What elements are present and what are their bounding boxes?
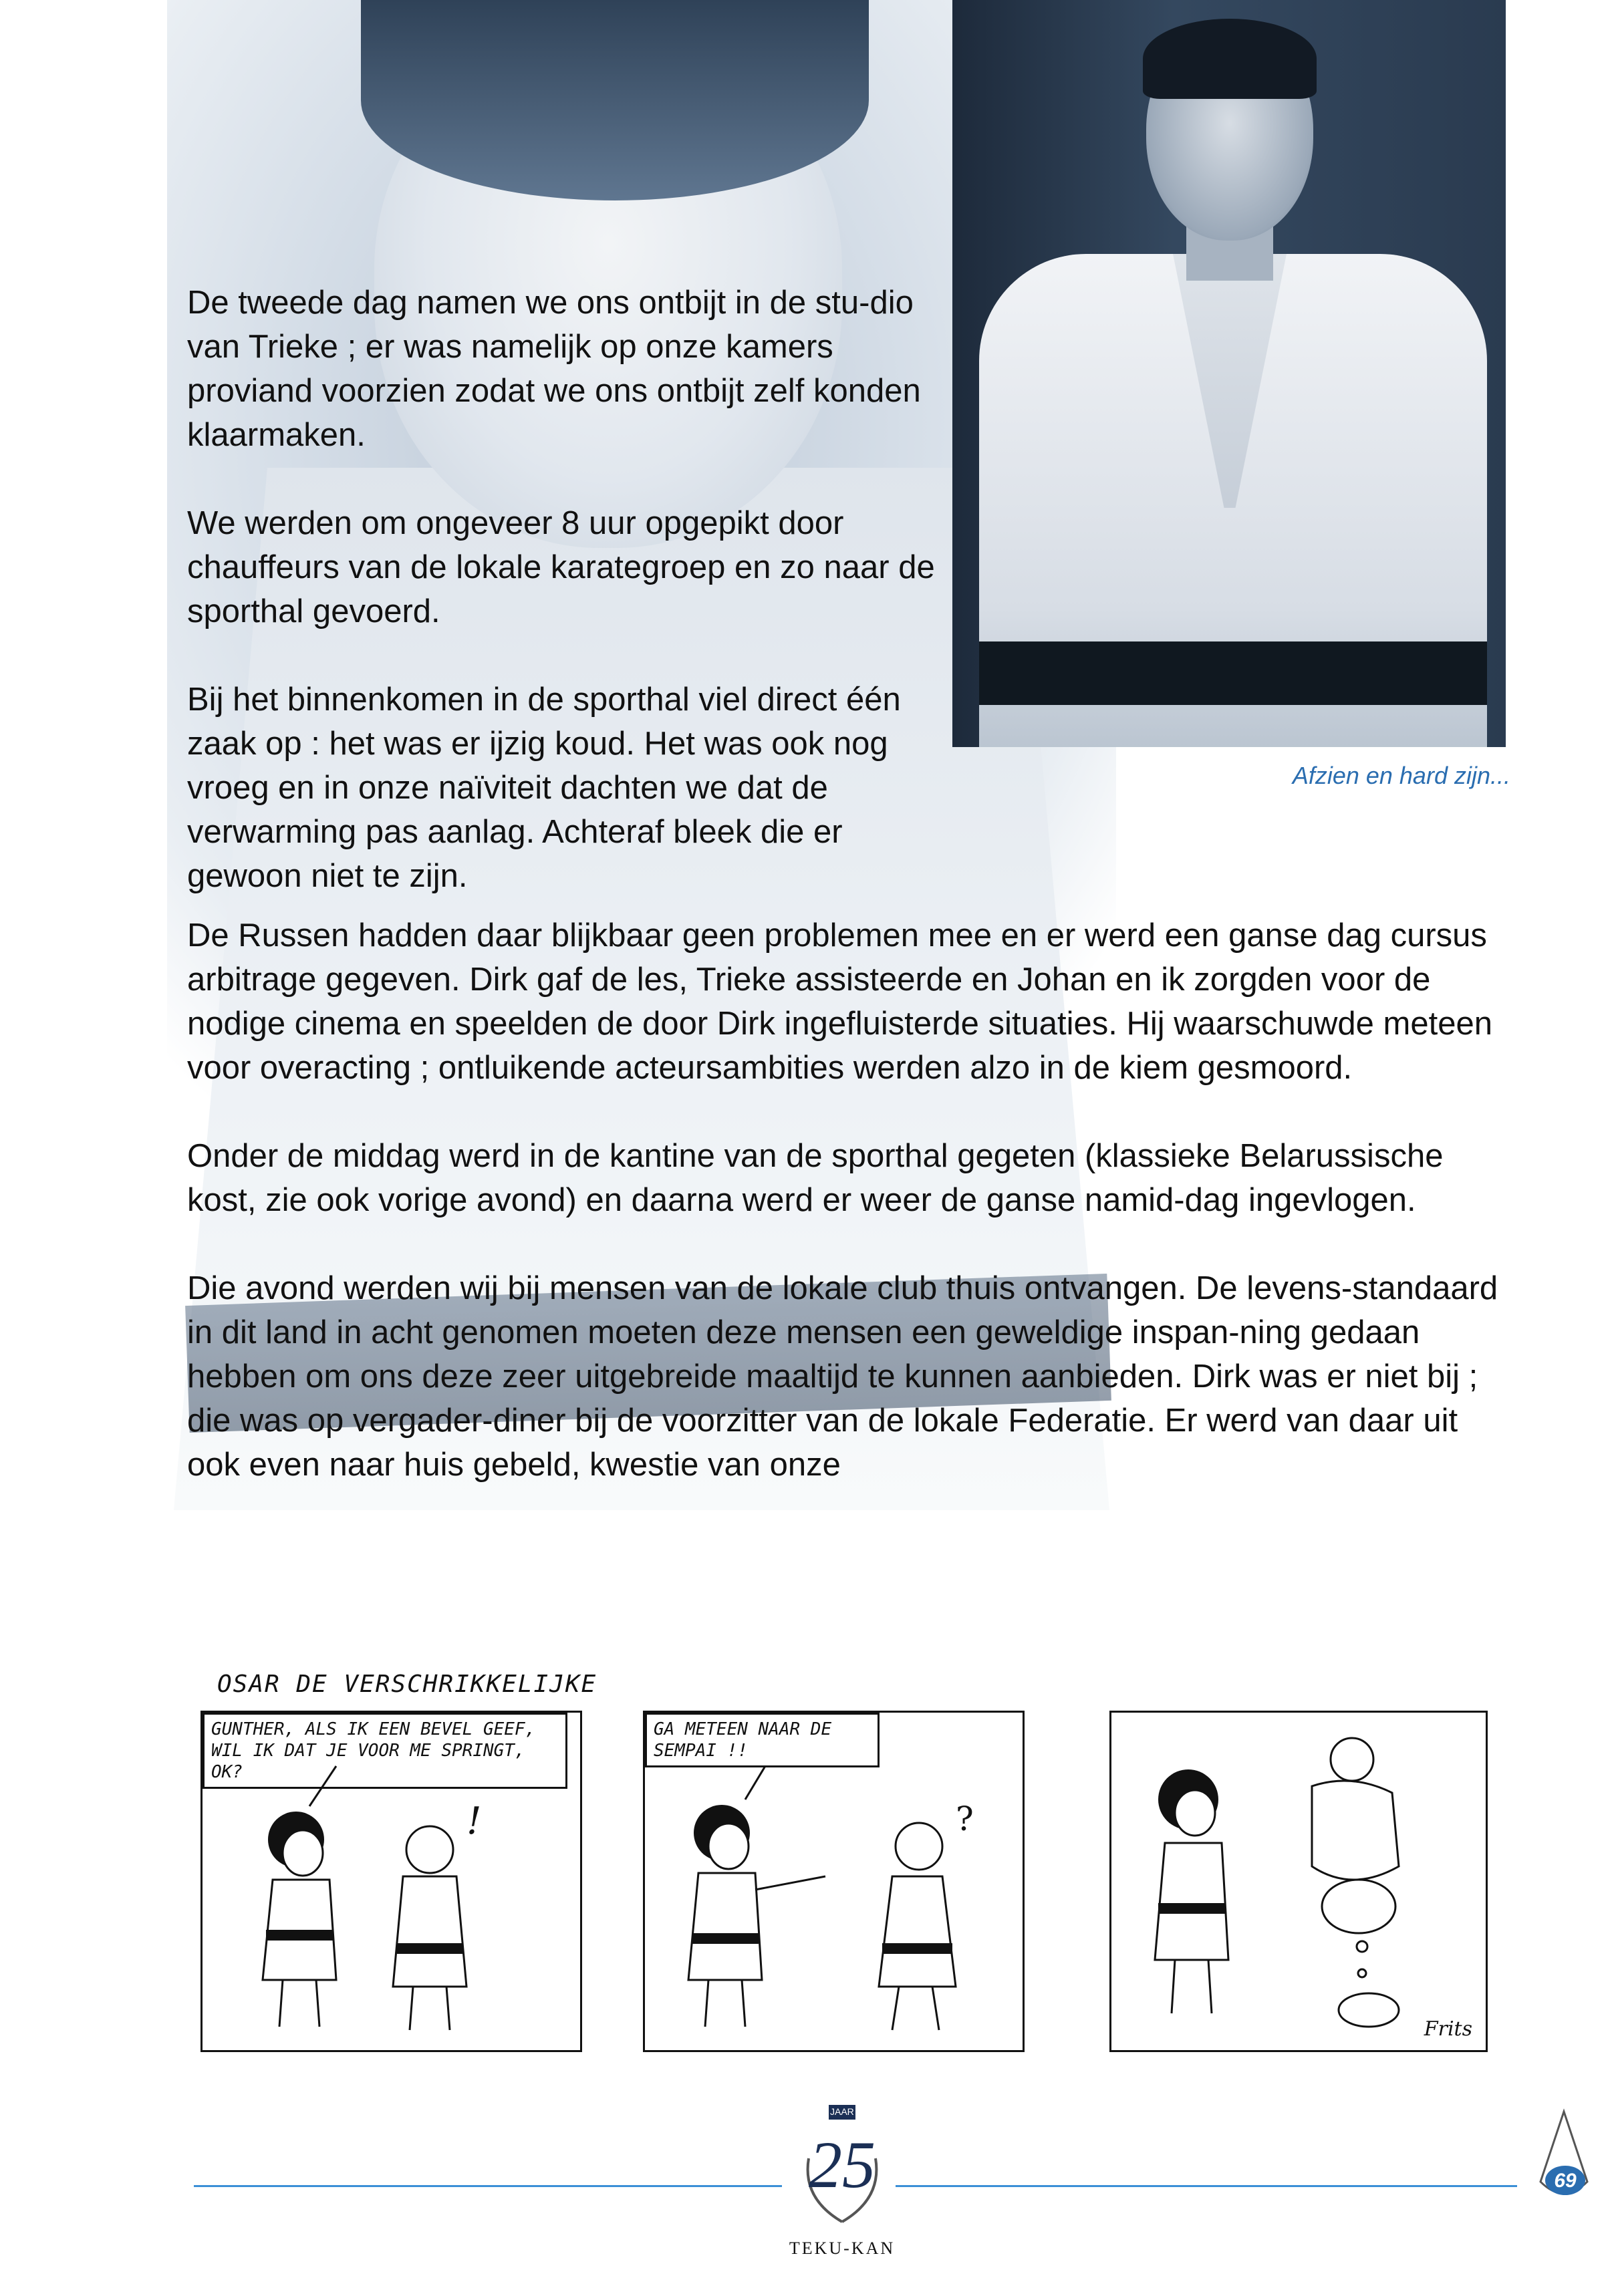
page-number-badge: [1530, 2108, 1597, 2208]
anniversary-emblem: [795, 2105, 889, 2232]
comic-drawing-1: [203, 1713, 580, 2050]
karateka-portrait-photo: [952, 0, 1506, 747]
background-hair: [361, 0, 869, 200]
article-text-narrow: [187, 281, 936, 942]
black-belt: [979, 641, 1487, 705]
question-mark: ?: [956, 1800, 974, 1838]
speech-bubble: GUNTHER, ALS IK EEN BEVEL GEEF, WIL IK DAT JE VOOR ME SPRINGT, OK?: [203, 1713, 567, 1789]
comic-panel-2: [643, 1711, 1025, 2052]
speech-bubble: GA METEEN NAAR DE SEMPAI !!: [645, 1713, 880, 1767]
artist-signature: Frits: [1424, 2017, 1472, 2041]
paragraph: De Russen hadden daar blijkbaar geen problemen mee en er werd een ganse dag cursus arbitrage gegeven. Dirk gaf de les, Trieke assisteerde en Johan en ik zorgden voor de nodige cinema en speelden de door Dirk ingefluisterde situaties. Hij waarschuwde meteen voor overacting ; ontluikende acteursambities werden alzo in de kiem gesmoord.: [187, 917, 1492, 1086]
comic-drawing-3: [1111, 1713, 1486, 2050]
comic-drawing-2: [645, 1713, 1023, 2050]
photo-caption: Afzien en hard zijn...: [1292, 762, 1510, 789]
article-text-wide: [187, 913, 1504, 1531]
footer-rule-left: [194, 2185, 782, 2187]
paragraph: Bij het binnenkomen in de sporthal viel direct één zaak op : het was er ijzig koud. Het was ook nog vroeg en in onze naïviteit dachten we dat de verwarming pas aanlag. Achteraf bleek die er gewoon niet te zijn.: [187, 682, 901, 894]
paragraph: Onder de middag werd in de kantine van de sporthal gegeten (klassieke Belarussische kost, zie ook vorige avond) en daarna werd er weer de ganse namid-dag ingevlogen.: [187, 1138, 1444, 1218]
exclamation-mark: !: [466, 1800, 482, 1843]
emblem-number: 25: [809, 2128, 876, 2202]
paragraph: We werden om ongeveer 8 uur opgepikt door chauffeurs van de lokale karategroep en zo naar de sporthal gevoerd.: [187, 505, 935, 629]
page-number: 69: [1554, 2170, 1577, 2192]
comic-panel-1: [200, 1711, 582, 2052]
emblem-label: JAAR: [830, 2106, 854, 2117]
footer-rule-right: [896, 2185, 1517, 2187]
paragraph: De tweede dag namen we ons ontbijt in de stu-dio van Trieke ; er was namelijk op onze kamers proviand voorzien zodat we ons ontbijt zelf konden klaarmaken.: [187, 285, 921, 453]
paragraph: Die avond werden wij bij mensen van de lokale club thuis ontvangen. De levens-standaard in dit land in acht genomen moeten deze mensen een geweldige inspan-ning gedaan hebben om ons deze zeer uitgebreide maaltijd te kunnen aanbieden. Dirk was er niet bij ; die was op vergader-diner bij de voorzitter van de lokale Federatie. Er werd van daar uit ook even naar huis gebeld, kwestie van onze: [187, 1270, 1498, 1483]
comic-panel-3: [1109, 1711, 1488, 2052]
brand-name: TEKU-KAN: [789, 2239, 896, 2258]
comic-title: OSAR DE VERSCHRIKKELIJKE: [217, 1671, 597, 1698]
